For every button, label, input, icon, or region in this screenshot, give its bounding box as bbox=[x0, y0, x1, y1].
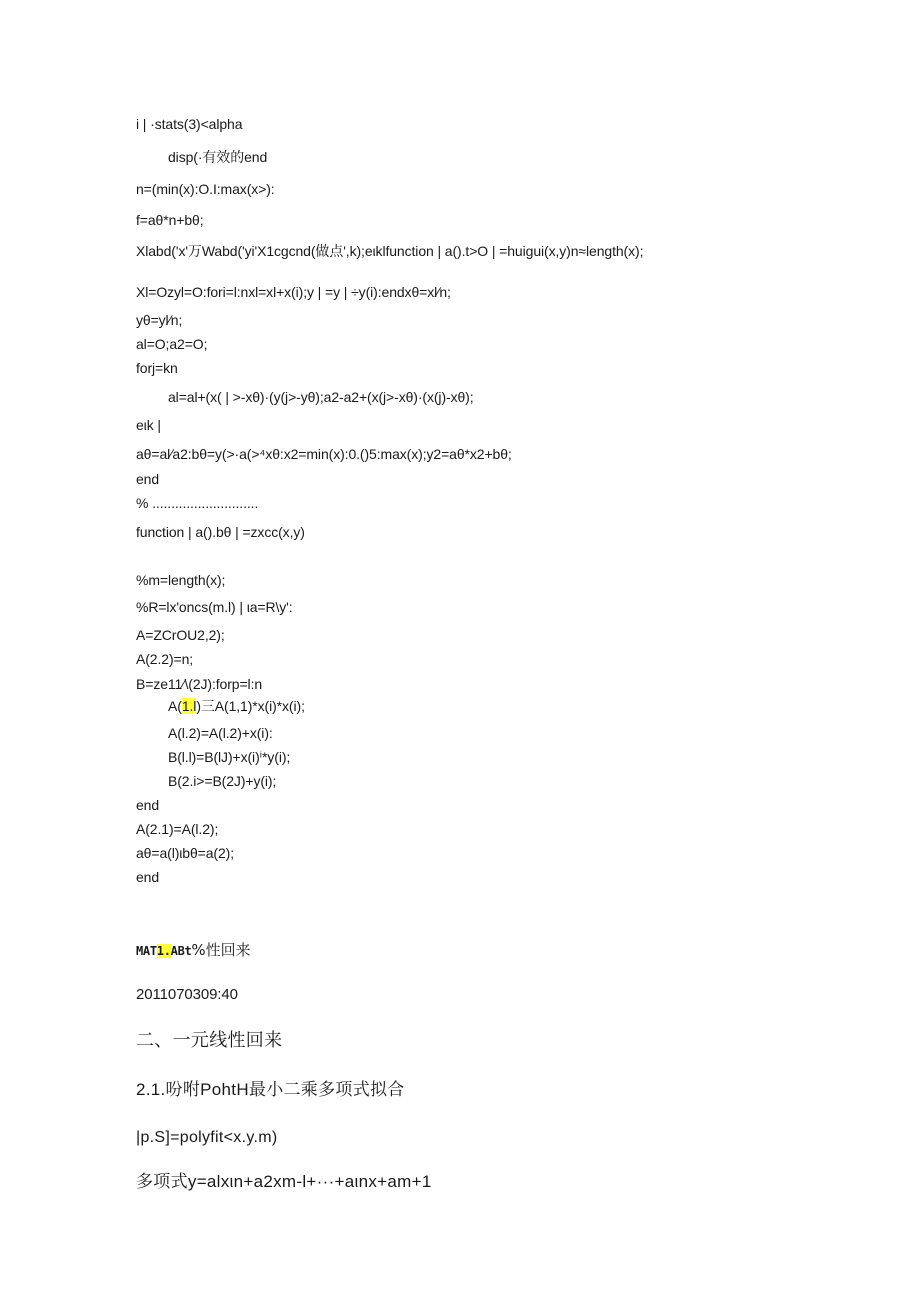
code-line: A(2.2)=n; bbox=[136, 651, 194, 667]
article-title bbox=[136, 940, 251, 961]
code-line: Xlabd('x'万Wabd('yi'X1cgcnd(做点',k);eιklfunction | a().t>O | =huigui(x,y)n≈length(x); bbox=[136, 243, 644, 259]
code-line: i | ·stats(3)<alpha bbox=[136, 116, 243, 132]
code-line: % ............................ bbox=[136, 495, 259, 511]
code-line-highlighted bbox=[168, 697, 305, 715]
code-line: function | a().bθ | =zxcc(x,y) bbox=[136, 524, 305, 540]
code-line: end bbox=[136, 471, 160, 487]
code-line: %R=lx'oncs(m.l) | ιa=R\y': bbox=[136, 599, 293, 615]
code-line: n=(min(x):O.I:max(x>): bbox=[136, 181, 275, 197]
code-line: al=O;a2=O; bbox=[136, 336, 208, 352]
code-line: eιk | bbox=[136, 417, 161, 433]
subsection-heading: 2.1.吩咐PohtH最小二乘多项式拟合 bbox=[136, 1080, 405, 1099]
code-line: B=ze11∕\(2J):forp=l:n bbox=[136, 676, 263, 692]
code-line: end bbox=[136, 797, 160, 813]
highlight-mark: 1. bbox=[156, 944, 171, 958]
code-line: A=ZCrOU2,2); bbox=[136, 627, 225, 643]
formula-line: 多项式y=alxιn+a2xm-l+···+aιnx+am+1 bbox=[136, 1172, 432, 1191]
code-line: Xl=Ozyl=O:fori=l:nxl=xl+x(i);y | =y | ÷y(i):endxθ=xl∕n; bbox=[136, 284, 451, 300]
code-line: A(2.1)=A(l.2); bbox=[136, 821, 219, 837]
code-line: end bbox=[136, 869, 160, 885]
code-line: B(2.i>=B(2J)+y(i); bbox=[168, 773, 277, 789]
title-prefix: MAT bbox=[136, 944, 157, 958]
code-fragment: A( bbox=[168, 698, 182, 714]
section-heading: 二、一元线性回来 bbox=[136, 1030, 283, 1051]
title-text: %性回来 bbox=[191, 941, 251, 959]
code-fragment: )三A(1,1)*x(i)*x(i); bbox=[196, 698, 305, 714]
code-line: f=aθ*n+bθ; bbox=[136, 212, 204, 228]
code-line: forj=kn bbox=[136, 360, 178, 376]
syntax-line: |p.S]=polyfit<x.y.m) bbox=[136, 1129, 278, 1146]
code-line: A(l.2)=A(l.2)+x(i): bbox=[168, 725, 273, 741]
code-line: B(l.l)=B(lJ)+x(i)ⁱ*y(i); bbox=[168, 749, 291, 765]
article-date: 2011070309:40 bbox=[136, 986, 238, 1003]
title-prefix: ABt bbox=[170, 944, 192, 958]
code-line: aθ=al∕a2:bθ=y(>·a(>⁴xθ:x2=min(x):0.()5:max(x);y2=aθ*x2+bθ; bbox=[136, 446, 512, 462]
code-line: al=al+(x( | >-xθ)·(y(j>-yθ);a2-a2+(x(j>-xθ)·(x(j)-xθ); bbox=[168, 389, 474, 405]
code-line: aθ=a(l)ιbθ=a(2); bbox=[136, 845, 235, 861]
highlight-mark: 1.l bbox=[181, 698, 197, 714]
code-line: %m=length(x); bbox=[136, 572, 226, 588]
code-line: disp(·有效的end bbox=[168, 149, 268, 165]
code-line: yθ=yl∕n; bbox=[136, 312, 183, 328]
